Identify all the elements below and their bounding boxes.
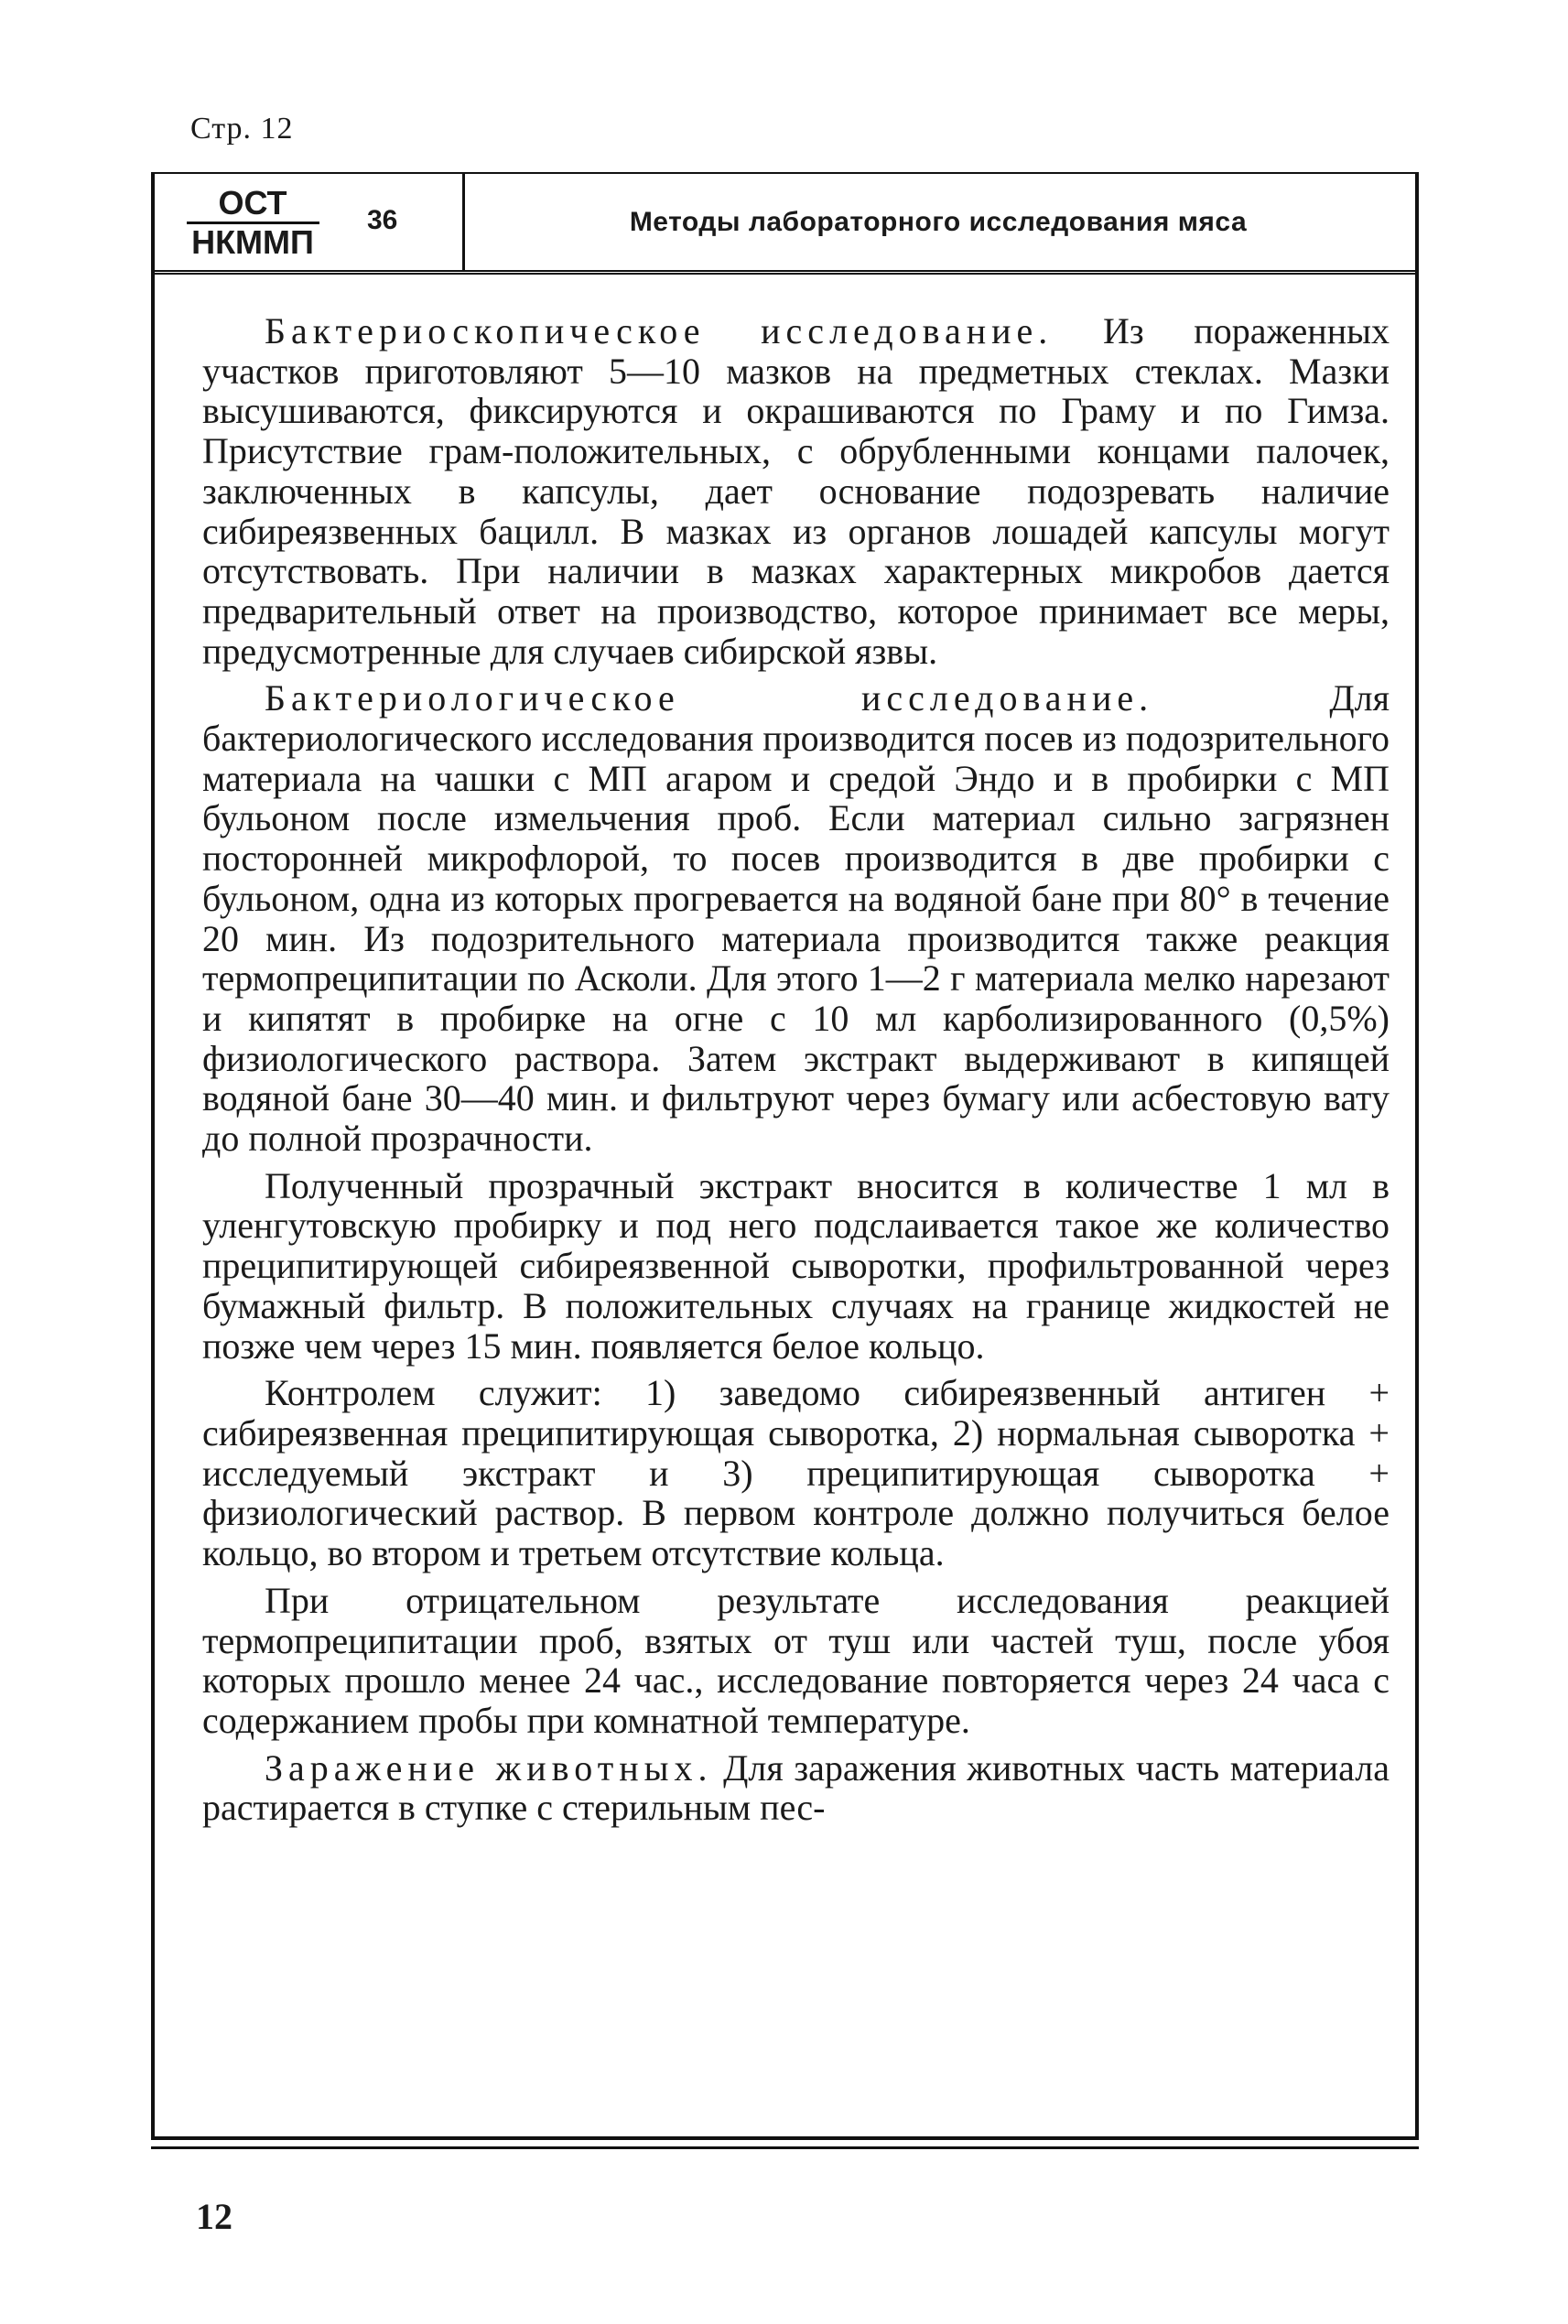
paragraph — [202, 678, 1390, 1158]
standard-top: ОСТ — [187, 185, 319, 224]
standard-number: 36 — [367, 205, 398, 235]
paragraph-text: При отрицательном результате исследования реакцией термопреципитации проб, взятых от туш или частей туш, после убоя которых прошло менее 24 час., исследование повторяется через 24 часа с содержанием пробы при комнатной температуре. — [202, 1579, 1390, 1741]
paragraph-text: Контролем служит: 1) заведомо сибиреязвенный антиген + сибиреязвенная преципитирующая сыворотка, 2) нормальная сыворотка + исследуемый экстракт и 3) преципитирующая сыворотка + физиологический раствор. В первом контроле должно получиться белое кольцо, во втором и третьем отсутствие кольца. — [202, 1372, 1390, 1574]
page-number: 12 — [196, 2196, 232, 2237]
standard-designation — [175, 185, 330, 261]
paragraph — [202, 311, 1390, 671]
paragraph — [202, 1581, 1390, 1741]
header-divider — [462, 174, 465, 270]
paragraph-text: Для заражения животных часть материала растирается в ступке с стерильным пес- — [202, 1746, 1390, 1829]
paragraph — [202, 1373, 1390, 1573]
paragraph-text: Из пораженных участков приготовляют 5—10 мазков на предметных стеклах. Мазки высушиваются, фиксируются и окрашиваются по Граму и по Гимза. Присутствие грам-положительных, с обрубленными концами палочек, заключенных в капсулы, дает основание подозревать наличие сибиреязвенных бацилл. В мазках из органов лошадей капсулы могут отсутствовать. При наличии в мазках характерных микробов дается предварительный ответ на производство, которое принимает все меры, предусмотренные для случаев сибирской язвы. — [202, 310, 1390, 672]
paragraph — [202, 1748, 1390, 1828]
bottom-rule — [151, 2146, 1419, 2149]
standard-bottom: НКММП — [191, 223, 314, 261]
paragraph-text: Полученный прозрачный экстракт вносится в количестве 1 мл в уленгутовскую пробирку и под него подслаивается такое же количество преципитирующей сибиреязвенной сыворотки, профильтрованной через бумажный фильтр. В положительных случаях на границе жидкостей не позже чем через 15 мин. появляется белое кольцо. — [202, 1164, 1390, 1367]
paragraph-lead: Бактериологическое исследование. — [265, 677, 1154, 719]
header-title: Методы лабораторного исследования мяса — [629, 207, 1248, 237]
page-label: Стр. 12 — [190, 112, 294, 146]
paragraph-lead: Бактериоскопическое исследование. — [265, 310, 1054, 351]
header — [155, 174, 1415, 275]
paragraph-lead: Заражение животных. — [265, 1746, 713, 1789]
page-frame — [151, 172, 1419, 2140]
paragraph-text: Для бактериологического исследования производится посев из подозрительного материала на чашки с МП агаром и средой Эндо и в пробирки с МП бульоном после измельчения проб. Если материал сильно загрязнен посторонней микрофлорой, то посев производится в две пробирки с бульоном, одна из которых прогревается на водяной бане при 80° в течение 20 мин. Из подозрительного материала производится также реакция термопреципитации по Асколи. Для этого 1—2 г материала мелко нарезают и кипятят в пробирке на огне с 10 мл карболизированного (0,5%) физиологического раствора. Затем экстракт выдерживают в кипящей водяной бане 30—40 мин. и фильтруют через бумагу или асбестовую вату до полной прозрачности. — [202, 677, 1390, 1160]
paragraph — [202, 1166, 1390, 1367]
body-text — [202, 311, 1390, 1835]
